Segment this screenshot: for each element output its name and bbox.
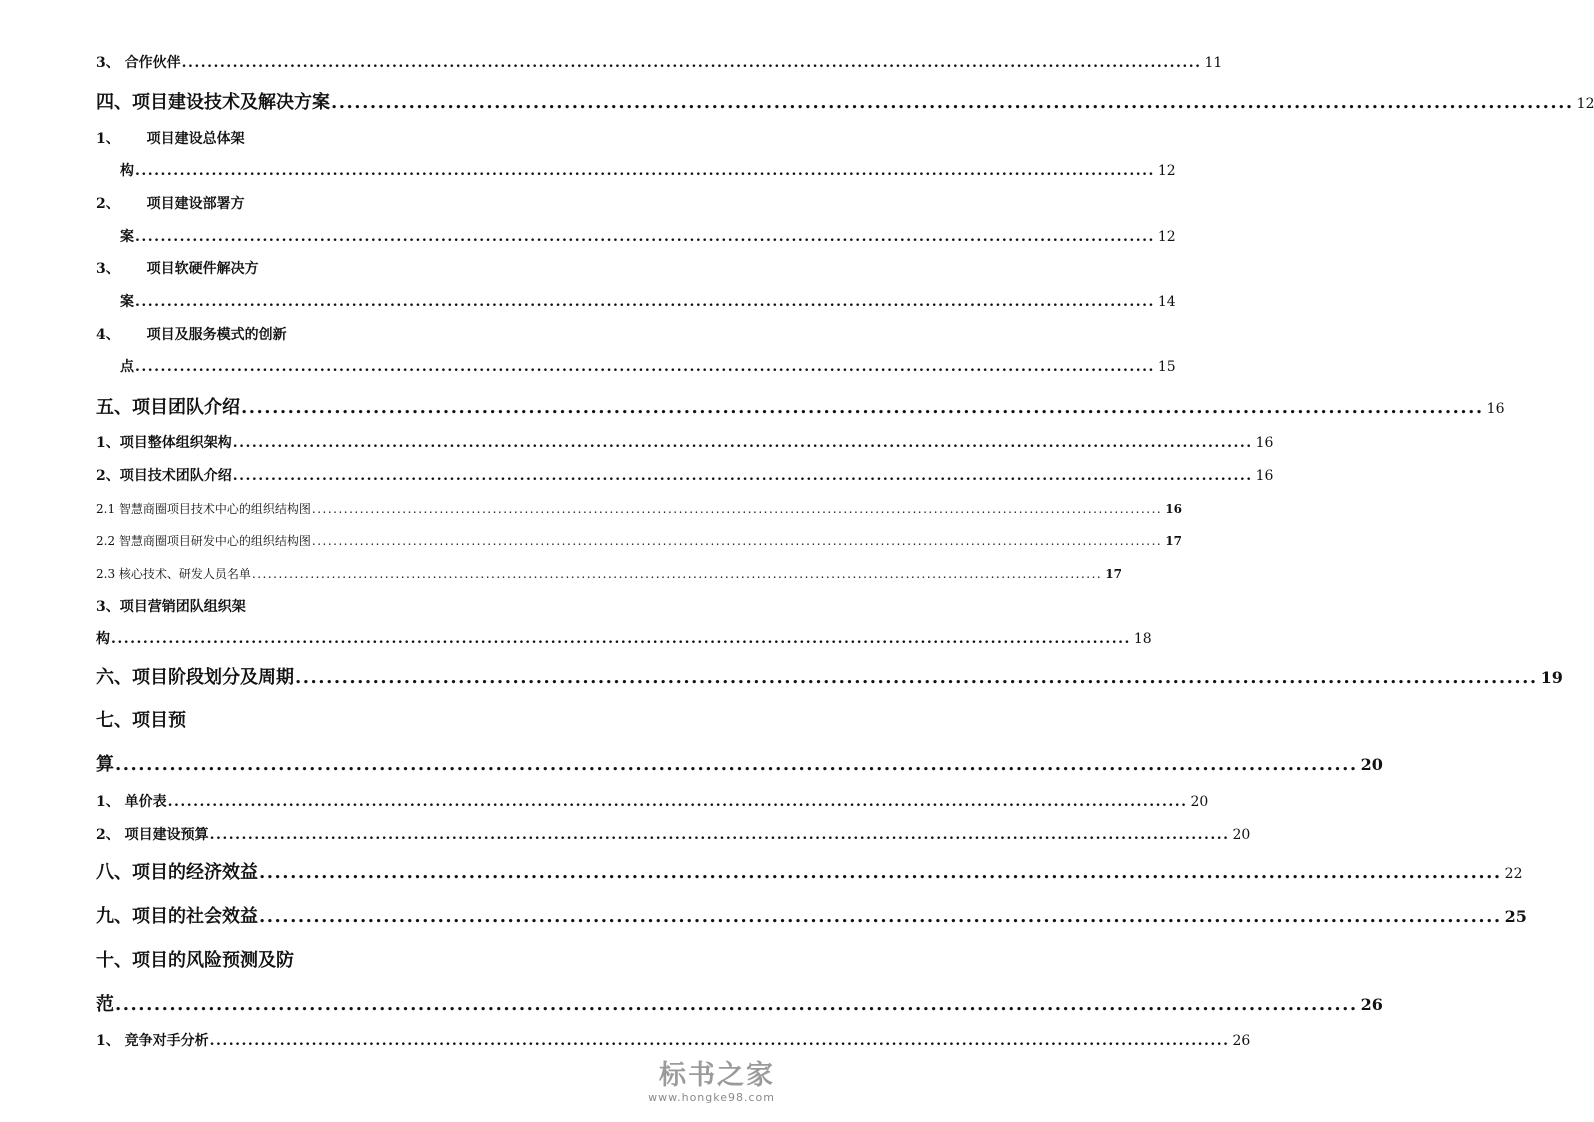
toc-entry-page: 12: [1157, 229, 1176, 245]
toc-entry-label: 2.3 核心技术、研发人员名单: [96, 567, 251, 581]
toc-entry-label: 构: [120, 163, 134, 179]
toc-leader: ................................................................................................................................................................: [241, 397, 1484, 418]
toc-leader: ................................................................................................................................................................: [115, 754, 1358, 775]
toc-entry-page: 12: [1157, 163, 1176, 179]
toc-entry-page: 16: [1165, 502, 1182, 516]
toc-entry-page: 19: [1540, 668, 1563, 687]
toc-leader: ................................................................................................................................................................: [135, 359, 1155, 375]
toc-entry-label: 构: [96, 631, 110, 647]
toc-leader: ................................................................................................................................................................: [259, 906, 1502, 927]
toc-entry-heading[interactable]: [96, 258, 259, 278]
toc-leader: ................................................................................................................................................................: [331, 92, 1574, 113]
watermark-logo: 标书之家: [659, 1060, 775, 1091]
toc-entry-label: 项目建设部署方: [146, 196, 245, 212]
toc-entry-heading[interactable]: [96, 706, 186, 732]
toc-entry-page: 18: [1133, 631, 1152, 647]
toc-entry-page: 16: [1255, 435, 1274, 451]
toc-entry-page: 12: [1576, 96, 1594, 112]
toc-leader: ................................................................................................................................................................: [232, 468, 1253, 484]
toc-leader: ................................................................................................................................................................: [181, 55, 1202, 71]
toc-entry-page: 26: [1360, 995, 1383, 1014]
toc-entry-page: 20: [1360, 755, 1383, 774]
toc-entry[interactable]: [96, 990, 1383, 1016]
toc-entry[interactable]: [96, 750, 1383, 776]
toc-entry-label: 十、项目的风险预测及防: [96, 950, 294, 971]
toc-entry-label: 2.2 智慧商圈项目研发中心的组织结构图: [96, 534, 311, 548]
watermark-url: www.hongke98.com: [648, 1091, 775, 1104]
toc-entry-label: 六、项目阶段划分及周期: [96, 667, 294, 688]
toc-entry-label: 1、项目整体组织架构: [96, 435, 232, 451]
toc-entry-page: 17: [1105, 567, 1122, 581]
toc-leader: ................................................................................................................................................................: [259, 862, 1502, 883]
toc-entry-page: 20: [1232, 827, 1251, 843]
toc-leader: ................................................................................................................................................................: [209, 827, 1230, 843]
toc-leader: ................................................................................................................................................................: [115, 994, 1358, 1015]
toc-leader: ................................................................................................................................................................: [111, 631, 1131, 647]
toc-entry-label: 七、项目预: [96, 710, 186, 731]
toc-leader: ................................................................................................................................................................: [311, 502, 1163, 516]
toc-leader: ................................................................................................................................................................: [311, 534, 1163, 548]
toc-entry-page: 22: [1504, 866, 1523, 882]
toc-entry-label: 八、项目的经济效益: [96, 862, 258, 883]
toc-leader: ................................................................................................................................................................: [251, 567, 1103, 581]
toc-entry-label: 九、项目的社会效益: [96, 906, 258, 927]
toc-entry-label: 1、 竞争对手分析: [96, 1033, 209, 1049]
toc-leader: ................................................................................................................................................................: [167, 794, 1188, 810]
toc-entry[interactable]: [96, 52, 1223, 72]
toc-entry[interactable]: [120, 160, 1176, 180]
toc-leader: ................................................................................................................................................................: [295, 667, 1538, 688]
toc-leader: ................................................................................................................................................................: [135, 294, 1155, 310]
toc-entry-heading[interactable]: [96, 946, 294, 972]
toc-entry-label: 2.1 智慧商圈项目技术中心的组织结构图: [96, 502, 311, 516]
toc-entry-heading[interactable]: [96, 193, 245, 213]
toc-entry[interactable]: [96, 628, 1152, 648]
toc-leader: ................................................................................................................................................................: [135, 163, 1155, 179]
toc-entry-label: 四、项目建设技术及解决方案: [96, 92, 330, 113]
toc-entry[interactable]: [96, 663, 1563, 689]
toc-entry[interactable]: [96, 902, 1527, 928]
toc-entry-page: 14: [1157, 294, 1176, 310]
toc-entry[interactable]: [96, 465, 1274, 485]
toc-entry-label: 2、 项目建设预算: [96, 827, 209, 843]
toc-entry[interactable]: [96, 532, 1182, 549]
toc-entry-page: 15: [1157, 359, 1176, 375]
toc-entry-number: 2、: [96, 196, 120, 212]
toc-entry[interactable]: [96, 565, 1122, 582]
toc-entry[interactable]: [96, 858, 1523, 884]
toc-entry-page: 25: [1504, 907, 1527, 926]
toc-entry-label: 算: [96, 754, 114, 775]
toc-entry-label: 五、项目团队介绍: [96, 397, 240, 418]
toc-entry-number: 1、: [96, 131, 120, 147]
toc-entry-label: 点: [120, 359, 134, 375]
toc-entry-number: 4、: [96, 327, 120, 343]
toc-entry-label: 3、 合作伙伴: [96, 55, 181, 71]
toc-entry-label: 范: [96, 994, 114, 1015]
toc-entry-number: 3、: [96, 261, 120, 277]
toc-entry[interactable]: [96, 791, 1209, 811]
toc-entry[interactable]: [96, 393, 1505, 419]
toc-entry-label: 2、项目技术团队介绍: [96, 468, 232, 484]
toc-entry-label: 案: [120, 229, 134, 245]
toc-entry[interactable]: [120, 356, 1176, 376]
toc-leader: ................................................................................................................................................................: [135, 229, 1155, 245]
toc-entry-label: 3、项目营销团队组织架: [96, 599, 246, 615]
toc-entry-page: 11: [1204, 55, 1223, 71]
toc-entry-page: 16: [1486, 401, 1505, 417]
toc-entry-heading[interactable]: [96, 596, 246, 616]
toc-entry-page: 17: [1165, 534, 1182, 548]
toc-entry-label: 1、 单价表: [96, 794, 167, 810]
toc-entry-heading[interactable]: [96, 128, 245, 148]
toc-entry[interactable]: [120, 291, 1176, 311]
toc-entry[interactable]: [96, 432, 1274, 452]
toc-entry[interactable]: [96, 88, 1594, 114]
toc-entry-page: 26: [1232, 1033, 1251, 1049]
toc-entry[interactable]: [96, 500, 1182, 517]
toc-entry-label: 项目软硬件解决方: [146, 261, 259, 277]
toc-entry-label: 项目及服务模式的创新: [146, 327, 287, 343]
toc-leader: ................................................................................................................................................................: [232, 435, 1253, 451]
toc-leader: ................................................................................................................................................................: [209, 1033, 1230, 1049]
toc-entry-heading[interactable]: [96, 324, 287, 344]
toc-entry-label: 项目建设总体架: [146, 131, 245, 147]
toc-entry-page: 16: [1255, 468, 1274, 484]
toc-entry-page: 20: [1190, 794, 1209, 810]
toc-entry[interactable]: [120, 226, 1176, 246]
toc-entry[interactable]: [96, 824, 1251, 844]
watermark: [648, 1061, 775, 1104]
toc-entry-label: 案: [120, 294, 134, 310]
toc-entry[interactable]: [96, 1030, 1251, 1050]
